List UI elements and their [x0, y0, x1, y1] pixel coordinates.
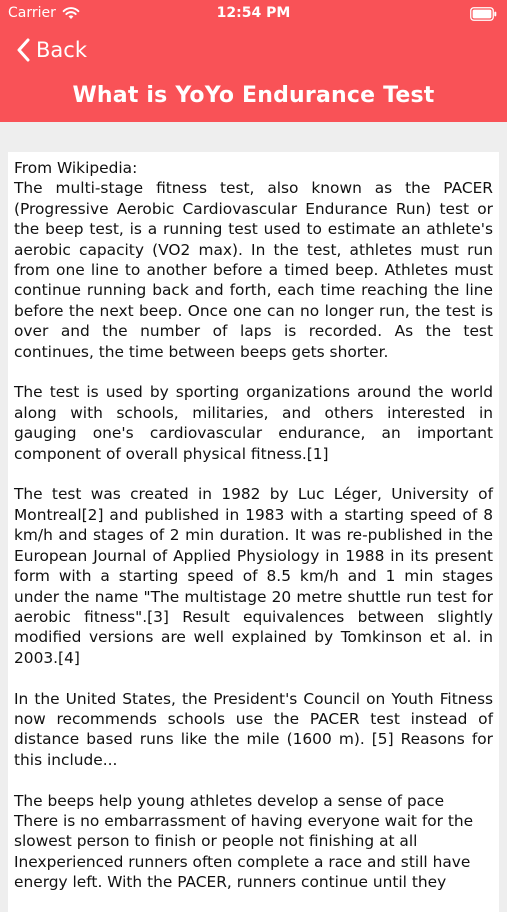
article-paragraph: In the United States, the President's Council on Youth Fitness now recommends schools use the PACER test instead of distance based runs like the mile (1600 m). [5] Reasons for this include...: [14, 689, 493, 769]
back-button[interactable]: [16, 38, 87, 62]
article-line: Inexperienced runners often complete a race and still have energy left. With the PACER, runners continue until they: [14, 852, 471, 892]
chevron-left-icon: [16, 38, 30, 62]
article-line: The beeps help young athletes develop a sense of pace: [14, 791, 445, 810]
article-paragraph: The test was created in 1982 by Luc Léger, University of Montreal[2] and published in 1983 with a starting speed of 8 km/h and stages of 2 min duration. It was re-published in the European Journal of Applied Physiology in 1988 in its present form with a starting speed of 8.5 km/h and 1 min stages under the name "The multistage 20 metre shuttle run test for aerobic fitness".[3] Result equivalences between slightly modified versions are well explained by Tomkinson et al. in 2003.[4]: [14, 485, 493, 667]
carrier-label: Carrier: [8, 5, 56, 21]
article-line: There is no embarrassment of having everyone wait for the slowest person to finish or people not finishing at all: [14, 811, 474, 851]
page-title: What is YoYo Endurance Test: [72, 83, 435, 108]
status-time: 12:54 PM: [216, 5, 291, 21]
back-label: Back: [36, 38, 87, 62]
source-line: From Wikipedia:: [14, 159, 138, 177]
article-card[interactable]: [8, 152, 499, 912]
article-paragraph: The test is used by sporting organizations around the world along with schools, militaries, and others interested in gauging one's cardiovascular endurance, an important component of overall physical fitness.[1]: [14, 383, 493, 463]
battery-icon: [470, 7, 497, 21]
status-bar: [0, 0, 507, 28]
article-paragraph: The multi-stage fitness test, also known as the PACER (Progressive Aerobic Cardiovascular Endurance Run) test or the beep test, is a running test used to estimate an athlete's aerobic capacity (VO2 max). In the test, athletes must run from one line to another before a timed beep. Athletes must continue running back and forth, each time reaching the line before the next beep. Once one can no longer run, the test is over and the number of laps is recorded. As the test continues, the time between beeps gets shorter.: [14, 179, 493, 361]
app-header: [0, 0, 507, 122]
article-text: [14, 158, 493, 893]
